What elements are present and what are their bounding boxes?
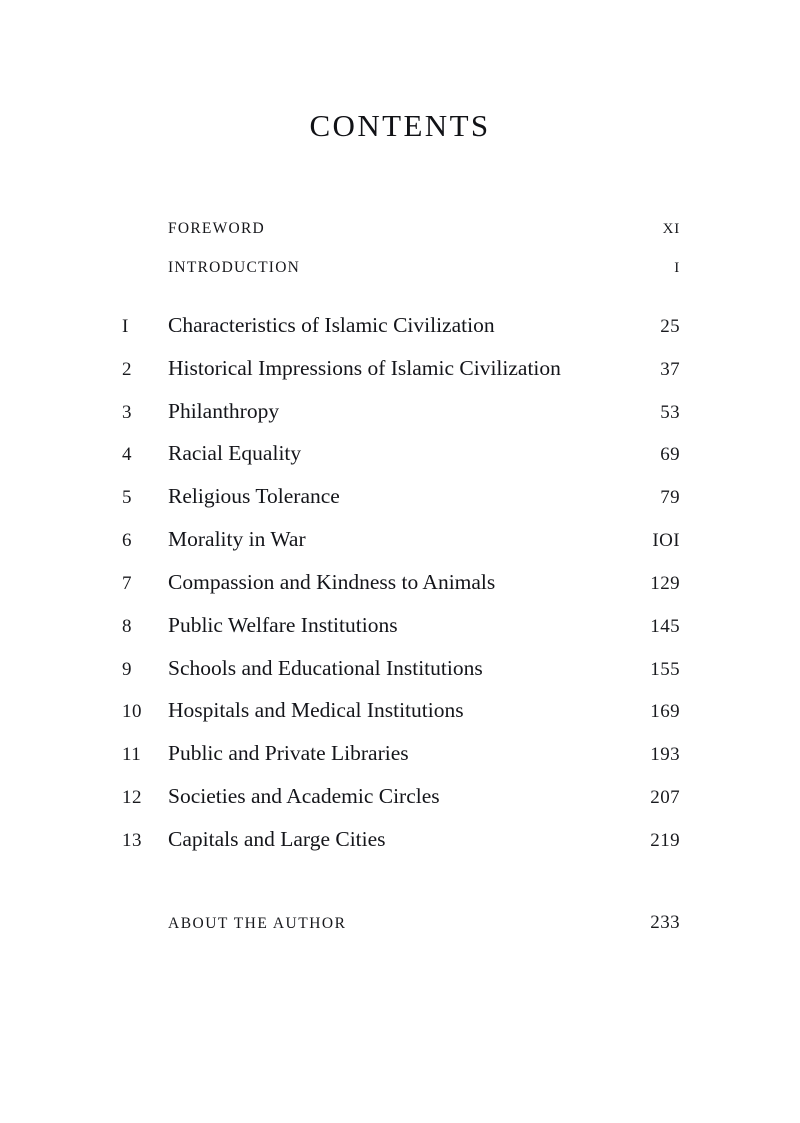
chapter-number: 5 <box>122 487 132 509</box>
chapter-number: 11 <box>122 744 142 766</box>
front-matter-list <box>120 220 680 277</box>
chapter-row[interactable] <box>120 437 680 470</box>
chapter-page-number: 79 <box>660 487 680 509</box>
back-matter-label: ABOUT THE AUTHOR <box>168 915 347 933</box>
back-matter-row[interactable] <box>120 912 680 934</box>
chapter-number: 12 <box>122 786 142 808</box>
chapter-page-number: 193 <box>650 744 680 766</box>
chapter-number: 3 <box>122 401 132 423</box>
chapter-number: 7 <box>122 572 132 594</box>
chapter-row[interactable] <box>120 566 680 599</box>
chapter-row[interactable] <box>120 694 680 727</box>
toc-body <box>120 144 680 934</box>
back-matter-list <box>120 912 680 934</box>
chapter-title: Schools and Educational Institutions <box>168 655 483 680</box>
front-matter-page-number: I <box>674 260 680 276</box>
chapter-title: Societies and Academic Circles <box>168 783 440 808</box>
chapter-page-number: 53 <box>660 401 680 423</box>
chapter-number: 13 <box>122 829 142 851</box>
chapter-number: 8 <box>122 615 132 637</box>
chapter-title: Religious Tolerance <box>168 484 340 509</box>
chapter-row[interactable] <box>120 609 680 642</box>
chapter-row[interactable] <box>120 780 680 813</box>
page-title: CONTENTS <box>309 108 491 143</box>
front-matter-label: FOREWORD <box>168 220 265 237</box>
chapter-title: Public and Private Libraries <box>168 741 409 766</box>
chapter-row[interactable] <box>120 523 680 556</box>
front-matter-row[interactable] <box>120 220 680 238</box>
chapter-page-number: 69 <box>660 444 680 466</box>
back-matter-page-number: 233 <box>650 912 680 934</box>
front-matter-row[interactable] <box>120 259 680 277</box>
chapter-row[interactable] <box>120 352 680 385</box>
chapter-title: Public Welfare Institutions <box>168 612 398 637</box>
chapter-title: Hospitals and Medical Institutions <box>168 698 464 723</box>
chapter-row[interactable] <box>120 395 680 428</box>
chapter-row[interactable] <box>120 652 680 685</box>
front-matter-label: INTRODUCTION <box>168 259 301 276</box>
chapter-title: Compassion and Kindness to Animals <box>168 569 496 594</box>
chapter-number: 2 <box>122 358 132 380</box>
chapter-number: 9 <box>122 658 132 680</box>
chapter-number: 4 <box>122 444 132 466</box>
chapter-title: Historical Impressions of Islamic Civilization <box>168 355 561 380</box>
chapter-page-number: 37 <box>660 358 680 380</box>
chapter-page-number: IOI <box>652 530 680 552</box>
chapter-page-number: 145 <box>650 615 680 637</box>
chapter-title: Capitals and Large Cities <box>168 826 386 851</box>
chapter-number: I <box>122 316 129 337</box>
chapter-page-number: 25 <box>660 316 680 337</box>
chapter-row[interactable] <box>120 823 680 856</box>
chapter-page-number: 129 <box>650 572 680 594</box>
chapter-page-number: 219 <box>650 829 680 851</box>
chapter-row[interactable] <box>120 737 680 770</box>
chapter-page-number: 207 <box>650 786 680 808</box>
front-matter-page-number: XI <box>662 221 680 237</box>
chapter-page-number: 155 <box>650 658 680 680</box>
chapter-row[interactable] <box>120 309 680 342</box>
chapter-number: 10 <box>122 701 142 723</box>
chapter-row[interactable] <box>120 480 680 513</box>
chapter-title: Morality in War <box>168 527 306 552</box>
chapter-title: Racial Equality <box>168 441 302 466</box>
chapter-title: Philanthropy <box>168 398 280 423</box>
chapter-title: Characteristics of Islamic Civilization <box>168 313 495 337</box>
chapter-list <box>120 309 680 856</box>
chapter-page-number: 169 <box>650 701 680 723</box>
chapter-number: 6 <box>122 530 132 552</box>
